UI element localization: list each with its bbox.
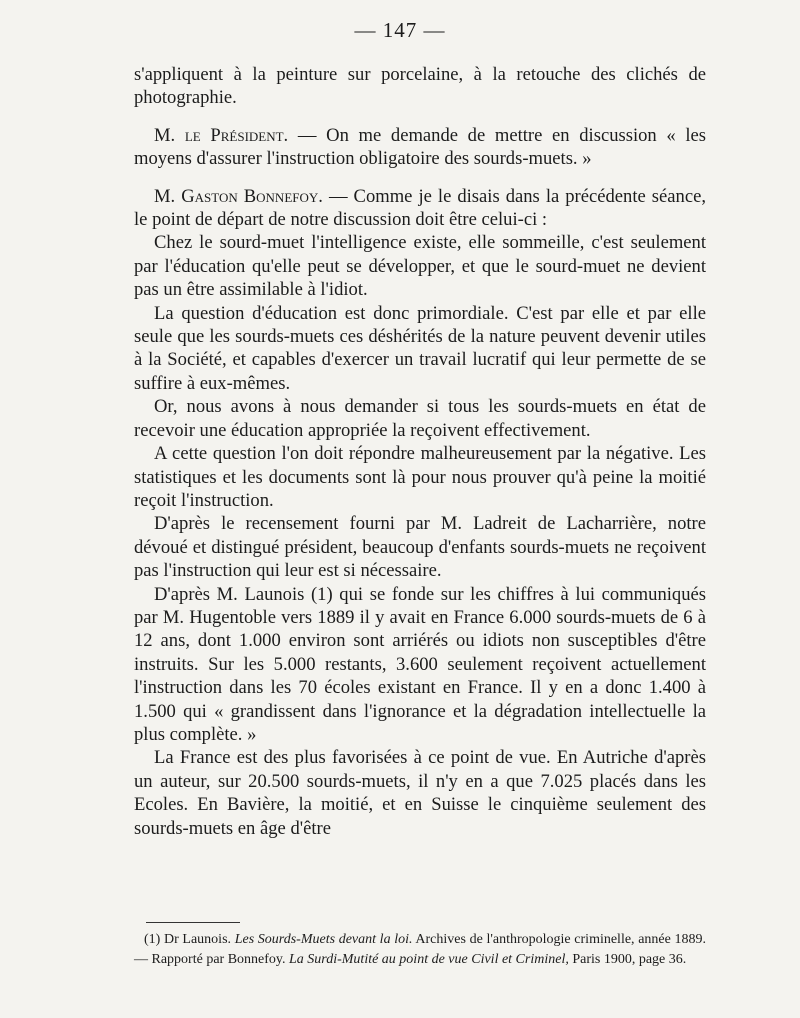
- paragraph: D'après le recensement fourni par M. Ladreit de Lacharrière, notre dévoué et distingué président, beaucoup d'enfants sourds-muets ne reçoivent pas l'instruction qui leur est si nécessaire.: [134, 513, 706, 582]
- paragraph: s'appliquent à la peinture sur porcelaine, à la retouche des clichés de photographie.: [134, 64, 706, 109]
- paragraph-text: — Comme je le disais dans la précédente séance, le point de départ de notre discussion doit être celui-ci :: [134, 185, 706, 231]
- page-number: — 147 —: [354, 18, 446, 42]
- paragraph: [134, 185, 706, 232]
- paragraph-text: — On me demande de mettre en discussion « les moyens d'assurer l'instruction obligatoire des sourds-muets. »: [134, 124, 707, 170]
- footnote: [134, 930, 706, 970]
- footnote-divider: [146, 922, 240, 923]
- footnote-tail: Paris 1900, page 36.: [568, 952, 687, 967]
- body-text: [134, 63, 706, 840]
- paragraph: [134, 124, 706, 171]
- footnote-title-1: Les Sourds-Muets devant la loi.: [234, 932, 413, 947]
- paragraph: D'après M. Launois (1) qui se fonde sur les chiffres à lui communiqués par M. Hugentoble vers 1889 il y avait en France 6.000 sourds-muets de 6 à 12 ans, dont 1.000 environ sont arriérés ou idiots non susceptibles d'être instruits. Sur les 5.000 restants, 3.600 seulement reçoivent actuellement l'instruction dans les 70 écoles existant en France. Il y en a donc 1.400 à 1.500 qui « grandissent dans l'ignorance et la dégradation intellectuelle la plus complète. »: [134, 583, 706, 745]
- paragraph: La question d'éducation est donc primordiale. C'est par elle et par elle seule que les sourds-muets ces déshérités de la nature peuvent devenir utiles à la Société, et capables d'exercer un travail lucratif qui leur permette de se suffire à eux-mêmes.: [134, 302, 706, 394]
- paragraph: Chez le sourd-muet l'intelligence existe, elle sommeille, c'est seulement par l'éducation qu'elle peut se développer, et que le sourd-muet ne devient pas un être assimilable à l'idiot.: [134, 232, 706, 301]
- footnote-mid: Archives de l'anthropologie criminelle, année 1889. — Rapporté par Bonnefoy.: [134, 932, 707, 967]
- speaker-name: M. le Président.: [154, 124, 289, 146]
- footnotes: [134, 930, 706, 970]
- footnote-title-2: La Surdi-Mutité au point de vue Civil et Criminel,: [289, 952, 569, 967]
- paragraph: Or, nous avons à nous demander si tous les sourds-muets en état de recevoir une éducation appropriée la reçoivent effectivement.: [134, 396, 706, 441]
- paragraph: A cette question l'on doit répondre malheureusement par la négative. Les statistiques et les documents sont là pour nous prouver qu'à peine la moitié reçoit l'instruction.: [134, 443, 706, 511]
- paragraph: La France est des plus favorisées à ce point de vue. En Autriche d'après un auteur, sur 20.500 sourds-muets, il n'y en a que 7.025 placés dans les Ecoles. En Bavière, la moitié, et en Suisse le cinquième seulement des sourds-muets en âge d'être: [134, 747, 706, 839]
- footnote-lead: (1) Dr Launois.: [144, 932, 235, 947]
- speaker-name: M. Gaston Bonnefoy.: [154, 185, 323, 207]
